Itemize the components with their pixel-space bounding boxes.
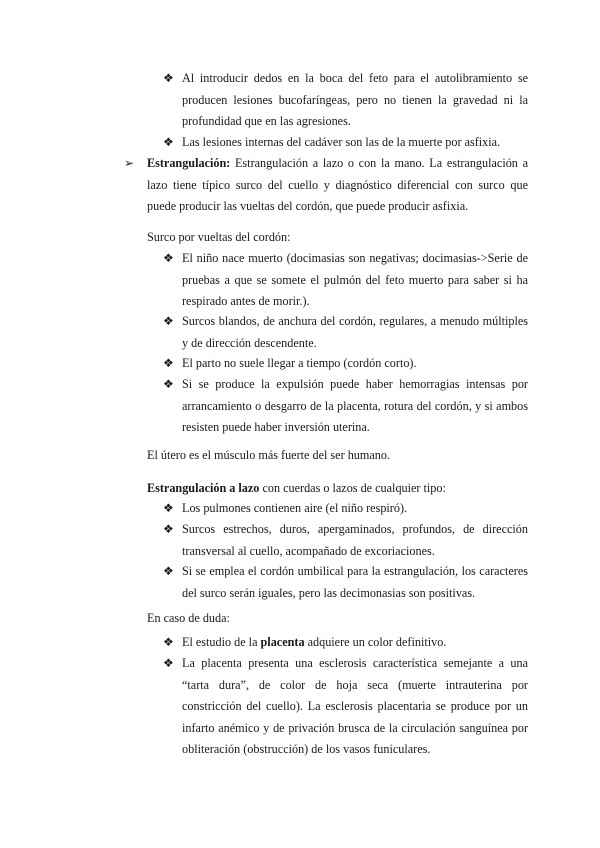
lazo-label: Estrangulación a lazo — [147, 481, 260, 495]
bullet-esclerosis: La placenta presenta una esclerosis característica semejante a una “tarta dura”, de color de hoja seca (muerte intrauterina por constricción del cuello). La esclerosis placentaria se produce por un infarto anémico y de privación brusca de la circulación sanguínea por obliteración (obstrucción) de los vasos funiculares. — [182, 656, 528, 756]
duda-heading: En caso de duda: — [147, 611, 230, 625]
surco-heading: Surco por vueltas del cordón: — [147, 230, 291, 244]
placenta-post: adquiere un color definitivo. — [304, 635, 447, 649]
arrow-bullet-icon: ➢ — [124, 156, 135, 170]
bullet-surcos-estrechos: Surcos estrechos, duros, apergaminados, profundos, de dirección transversal al cuello, acompañado de excoriaciones. — [182, 522, 528, 558]
diamond-bullet-icon: ❖ — [163, 135, 174, 149]
bullet-autolibramiento: Al introducir dedos en la boca del feto para el autolibramiento se producen lesiones bucofaríngeas, pero no tienen la gravedad ni la profundidad que en las agresiones. — [182, 71, 528, 128]
estrangulacion-text: Estrangulación a lazo o con la mano. La estrangulación a lazo tiene típico surco del cuello y diagnóstico diferencial con surco que puede producir las vueltas del cordón, que puede producir asfixia. — [147, 156, 528, 213]
diamond-bullet-icon: ❖ — [163, 501, 174, 515]
estrangulacion-label: Estrangulación: — [147, 156, 231, 170]
diamond-bullet-icon: ❖ — [163, 635, 174, 649]
diamond-bullet-icon: ❖ — [163, 314, 174, 328]
utero-statement: El útero es el músculo más fuerte del ser humano. — [147, 448, 391, 462]
diamond-bullet-icon: ❖ — [163, 377, 174, 391]
bullet-surcos-blandos: Surcos blandos, de anchura del cordón, regulares, a menudo múltiples y de dirección descendente. — [182, 314, 528, 350]
estrangulacion-paragraph — [147, 153, 528, 218]
bullet-lesiones-internas: Las lesiones internas del cadáver son las de la muerte por asfixia. — [182, 135, 501, 149]
placenta-pre: El estudio de la — [182, 635, 261, 649]
lazo-heading — [147, 478, 446, 500]
diamond-bullet-icon: ❖ — [163, 564, 174, 578]
diamond-bullet-icon: ❖ — [163, 522, 174, 536]
bullet-cordon-umbilical: Si se emplea el cordón umbilical para la estrangulación, los caracteres del surco serán iguales, pero las decimonasias son positivas. — [182, 564, 528, 600]
lazo-text: con cuerdas o lazos de cualquier tipo: — [259, 481, 446, 495]
bullet-nino-nace-muerto: El niño nace muerto (docimasias son negativas; docimasias->Serie de pruebas a que se somete el pulmón del feto muerto para saber si ha respirado antes de morir.). — [182, 251, 528, 308]
bullet-parto: El parto no suele llegar a tiempo (cordón corto). — [182, 356, 417, 370]
diamond-bullet-icon: ❖ — [163, 656, 174, 670]
bullet-estudio-placenta — [182, 632, 528, 654]
bullet-expulsion: Si se produce la expulsión puede haber hemorragias intensas por arrancamiento o desgarro de la placenta, rotura del cordón, y si ambos resisten puede haber inversión uterina. — [182, 377, 528, 434]
diamond-bullet-icon: ❖ — [163, 356, 174, 370]
diamond-bullet-icon: ❖ — [163, 251, 174, 265]
bullet-pulmones: Los pulmones contienen aire (el niño respiró). — [182, 501, 408, 515]
placenta-bold: placenta — [260, 635, 305, 649]
diamond-bullet-icon: ❖ — [163, 71, 174, 85]
